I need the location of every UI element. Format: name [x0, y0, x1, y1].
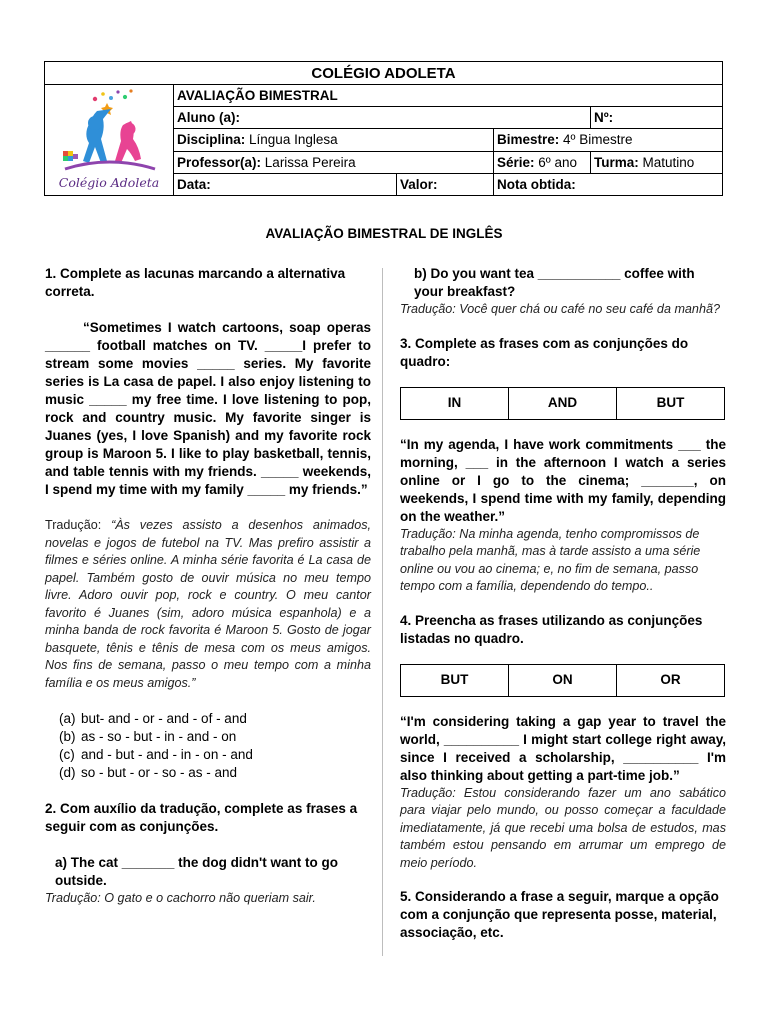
q2-a-text: a) The cat _______ the dog didn't want to go outside.: [55, 855, 338, 888]
q4-word: ON: [509, 664, 617, 696]
option-text: so - but - or - so - as - and: [81, 765, 238, 780]
q4-title: 4. Preencha as frases utilizando as conjunções listadas no quadro.: [400, 612, 703, 646]
student-field[interactable]: [174, 107, 591, 129]
subject-value: Língua Inglesa: [249, 132, 338, 148]
logo-caption: Colégio Adoleta: [58, 175, 160, 190]
q1-option-a[interactable]: [59, 710, 371, 728]
q4-word: BUT: [401, 664, 509, 696]
class-value: Matutino: [642, 154, 695, 170]
exam-title: AVALIAÇÃO BIMESTRAL: [174, 85, 723, 107]
class-label: Turma:: [594, 154, 639, 170]
column-divider: [382, 268, 383, 956]
q3-word-box: [400, 387, 725, 420]
school-logo: [45, 85, 173, 195]
q1-translation-text: “Às vezes assisto a desenhos animados, novelas e jogos de futebol na TV. Mas prefiro assistir a filmes e séries online. A minha série favorita é La casa de papel. Também gosto de ouvir música no meu tempo livre. Adoro ouvir pop, rock e country. O meu cantor favorito é Juanes (sim, adoro música espanhola) e a minha banda de rock favorita é Maroon 5. Gosto de jogar basquete, tênis e tênis de mesa com os meus amigos. Nos fins de semana, passo o meu tempo com a minha família e os meus amigos.”: [45, 518, 371, 690]
date-field[interactable]: [174, 173, 397, 195]
q2-a-translation: Tradução: O gato e o cachorro não queriam sair.: [45, 891, 316, 905]
student-label: Aluno (a):: [177, 110, 240, 126]
value-field[interactable]: [397, 173, 494, 195]
grade-label: Série:: [497, 154, 535, 170]
q1-translation: [45, 517, 371, 692]
q4-word-box: [400, 664, 725, 697]
q1-option-d[interactable]: [59, 764, 371, 782]
q1-option-b[interactable]: [59, 728, 371, 746]
q3-word: BUT: [617, 387, 725, 419]
date-label: Data:: [177, 176, 211, 192]
q1-translation-label: Tradução:: [45, 518, 112, 532]
q2-title: 2. Com auxílio da tradução, complete as frases a seguir com as conjunções.: [45, 801, 358, 834]
teacher-value: Larissa Pereira: [264, 154, 356, 170]
q1-options: [45, 710, 371, 782]
option-text: but- and - or - and - of - and: [81, 711, 247, 726]
bimester-label: Bimestre:: [497, 132, 560, 148]
option-letter: (a): [59, 711, 76, 726]
subject-label: Disciplina:: [177, 132, 246, 148]
q3-text: “In my agenda, I have work commitments ___ the morning, ___ in the afternoon I watch a series online or I go to the cinema; _______, on weekends, I spend time with my family, depending on the weather.”: [400, 436, 726, 524]
grade-value: 6º ano: [538, 154, 578, 170]
option-text: and - but - and - in - on - and: [81, 747, 253, 762]
option-letter: (c): [59, 747, 75, 762]
q3-word: AND: [509, 387, 617, 419]
q3-translation: Tradução: Na minha agenda, tenho compromissos de trabalho pela manhã, mas à tarde assisto a uma série online ou vou ao cinema; e, no fim de semana, passo tempo com a família, dependendo do tempo..: [400, 526, 701, 593]
q4-word: OR: [617, 664, 725, 696]
logo-cell: [45, 85, 174, 196]
q2-b-text: b) Do you want tea ___________ coffee with your breakfast?: [414, 266, 695, 299]
q1-option-c[interactable]: [59, 746, 371, 764]
q4-text: “I'm considering taking a gap year to travel the world, __________ I might start college right away, since I received a scholarship, __________ I'm also thinking about getting a part-time job.”: [400, 713, 726, 783]
q4-translation: Tradução: Estou considerando fazer um ano sabático para viajar pelo mundo, ou posso começar a faculdade imediatamente, já que recebi uma bolsa de estudos, mas também estou pensando em arrumar um emprego de meio período.: [400, 785, 726, 870]
q2-b-translation: Tradução: Você quer chá ou café no seu café da manhã?: [400, 302, 720, 316]
value-label: Valor:: [400, 176, 438, 192]
school-name: COLÉGIO ADOLETA: [45, 62, 723, 85]
option-letter: (d): [59, 765, 76, 780]
bimester-value: 4º Bimestre: [563, 132, 633, 148]
number-label: Nº:: [594, 110, 614, 126]
score-label: Nota obtida:: [497, 176, 576, 192]
q1-title: 1. Complete as lacunas marcando a alternativa correta.: [45, 266, 346, 299]
subject-cell: [174, 129, 494, 151]
right-column: [400, 265, 726, 942]
q1-text: “Sometimes I watch cartoons, soap operas ______ football matches on TV. _____I prefer to stream some movies _____ series. My favorite series is La casa de papel. I also enjoy listening to music _____ my free time. I love listening to pop, rock and country music. My favorite singer is Juanes (yes, I love Spanish) and my favorite rock group is Maroon 5. I like to play basketball, tennis, and table tennis with my friends. _____ weekends, I spend my time with my family _____ my friends.”: [45, 320, 371, 497]
teacher-label: Professor(a):: [177, 154, 262, 170]
option-letter: (b): [59, 729, 76, 744]
number-field[interactable]: [591, 107, 723, 129]
q3-word: IN: [401, 387, 509, 419]
grade-cell: [494, 151, 591, 173]
header-table: [44, 61, 723, 196]
exam-main-title: AVALIAÇÃO BIMESTRAL DE INGLÊS: [265, 226, 503, 241]
left-column: [45, 265, 371, 908]
q5-title: 5. Considerando a frase a seguir, marque a opção com a conjunção que representa posse, material, associação, etc.: [400, 889, 719, 940]
option-text: as - so - but - in - and - on: [81, 729, 237, 744]
teacher-cell: [174, 151, 494, 173]
q3-title: 3. Complete as frases com as conjunções do quadro:: [400, 335, 689, 369]
bimester-cell: [494, 129, 723, 151]
score-field[interactable]: [494, 173, 723, 195]
class-cell: [591, 151, 723, 173]
